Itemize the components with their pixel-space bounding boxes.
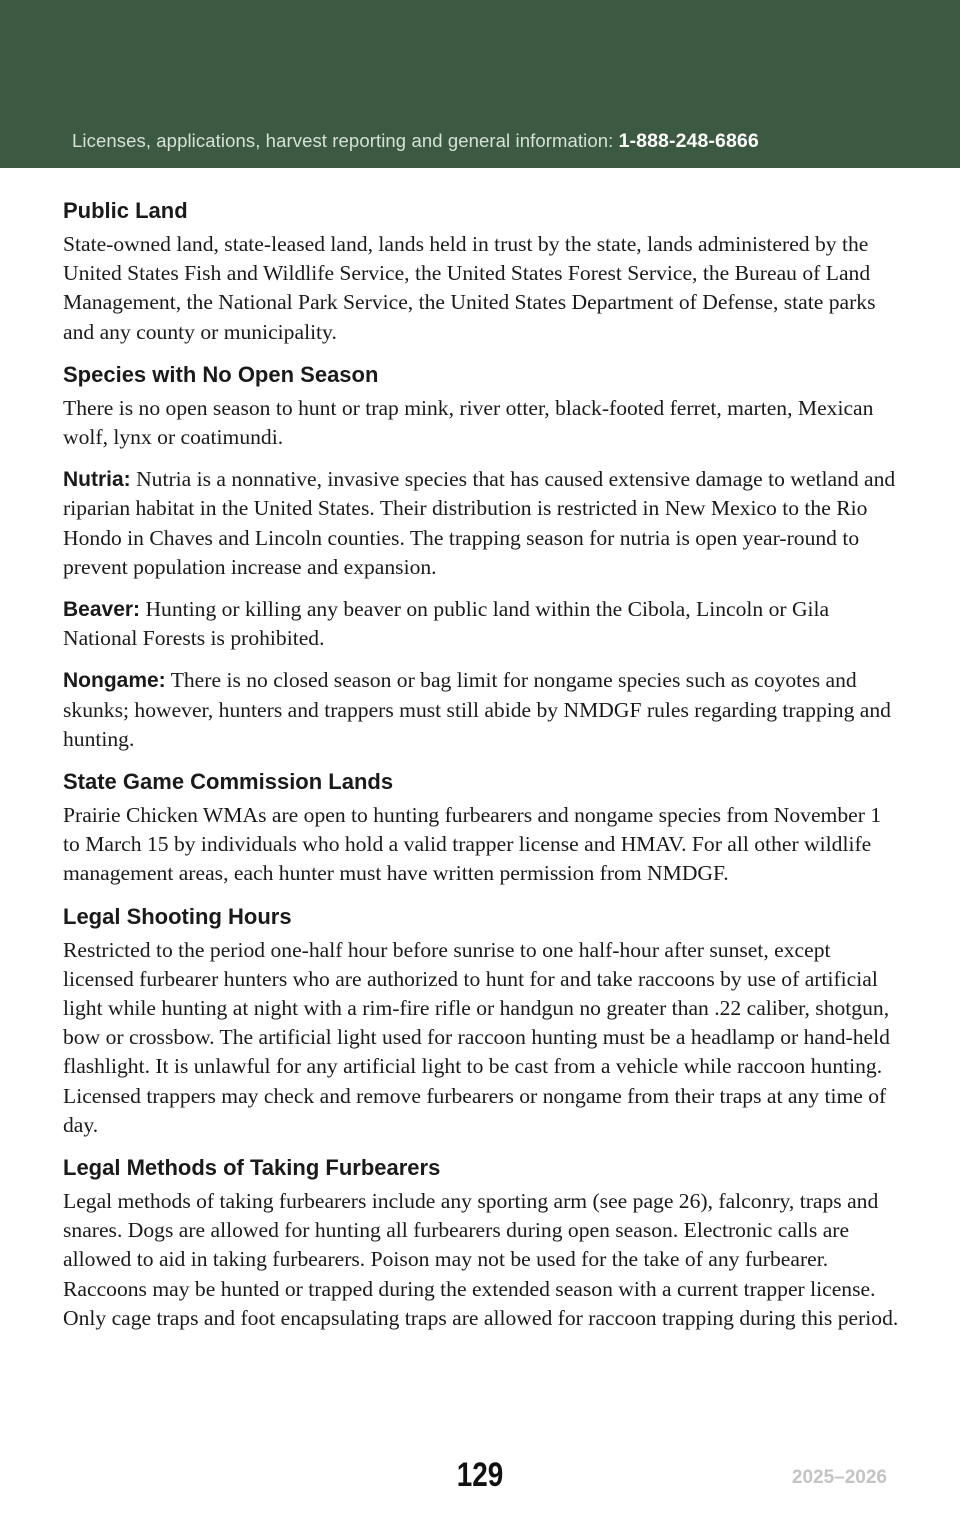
no-open-season-heading: Species with No Open Season: [63, 361, 379, 387]
no-open-season-body: There is no open season to hunt or trap mink, river otter, black-footed ferret, marten, Mexican wolf, lynx or coatimundi.: [63, 395, 874, 450]
shooting-hours-heading: Legal Shooting Hours: [63, 903, 292, 929]
public-land-heading: Public Land: [63, 198, 188, 223]
page-content: [63, 196, 903, 1333]
section-commission-lands: [63, 767, 903, 889]
section-nongame: [63, 666, 903, 754]
page-number: 129: [456, 1456, 504, 1494]
public-land-body: State-owned land, state-leased land, lands held in trust by the state, lands administered by the United States Fish and Wildlife Service, the United States Forest Service, the Bureau of Land Management, the National Park Service, the United States Department of Defense, state parks and any county or municipality.: [63, 232, 876, 344]
header-band: [0, 0, 960, 168]
nutria-label: Nutria:: [63, 468, 131, 492]
nutria-body: Nutria is a nonnative, invasive species that has caused extensive damage to wetland and riparian habitat in the United States. Their distribution is restricted in New Mexico to the Rio Hondo in Chaves and Lincoln counties. The trapping season for nutria is open year-round to prevent population increase and expansion.: [63, 467, 896, 579]
beaver-paragraph: [63, 595, 903, 653]
section-shooting-hours: [63, 902, 903, 1140]
legal-methods-heading: Legal Methods of Taking Furbearers: [63, 1155, 441, 1181]
nongame-paragraph: [63, 666, 903, 754]
year-range: 2025–2026: [791, 1467, 887, 1488]
section-nutria: [63, 465, 903, 582]
nongame-label: Nongame:: [63, 669, 166, 693]
nutria-paragraph: [63, 465, 903, 582]
header-info: [72, 130, 759, 153]
commission-lands-heading: State Game Commission Lands: [63, 769, 394, 795]
section-beaver: [63, 595, 903, 653]
section-no-open-season: [63, 360, 903, 452]
phone-number: 1-888-248-6866: [618, 130, 759, 152]
commission-lands-body: Prairie Chicken WMAs are open to hunting furbearers and nongame species from November 1 to March 15 by individuals who hold a valid trapper license and HMAV. For all other wildlife management areas, each hunter must have written permission from NMDGF.: [63, 803, 882, 886]
section-public-land: [63, 196, 903, 347]
section-legal-methods: [63, 1153, 903, 1333]
legal-methods-body: Legal methods of taking furbearers include any sporting arm (see page 26), falconry, traps and snares. Dogs are allowed for hunting all furbearers during open season. Electronic calls are allowed to aid in taking furbearers. Poison may not be used for the take of any furbearer. Raccoons may be hunted or trapped during the extended season with a current trapper license. Only cage traps and foot encapsulating traps are allowed for raccoon trapping during this period.: [63, 1189, 899, 1330]
beaver-body: Hunting or killing any beaver on public land within the Cibola, Lincoln or Gila National Forests is prohibited.: [63, 597, 830, 651]
nongame-body: There is no closed season or bag limit for nongame species such as coyotes and skunks; however, hunters and trappers must still abide by NMDGF rules regarding trapping and hunting.: [63, 668, 891, 751]
beaver-label: Beaver:: [63, 598, 141, 622]
shooting-hours-body: Restricted to the period one-half hour before sunrise to one half-hour after sunset, except licensed furbearer hunters who are authorized to hunt for and take raccoons by use of artificial light while hunting at night with a rim-fire rifle or handgun no greater than .22 caliber, shotgun, bow or crossbow. The artificial light used for raccoon hunting must be a headlamp or hand-held flashlight. It is unlawful for any artificial light to be cast from a vehicle while raccoon hunting. Licensed trappers may check and remove furbearers or nongame from their traps at any time of day.: [63, 937, 890, 1137]
header-info-text: Licenses, applications, harvest reporting and general information:: [72, 130, 619, 151]
